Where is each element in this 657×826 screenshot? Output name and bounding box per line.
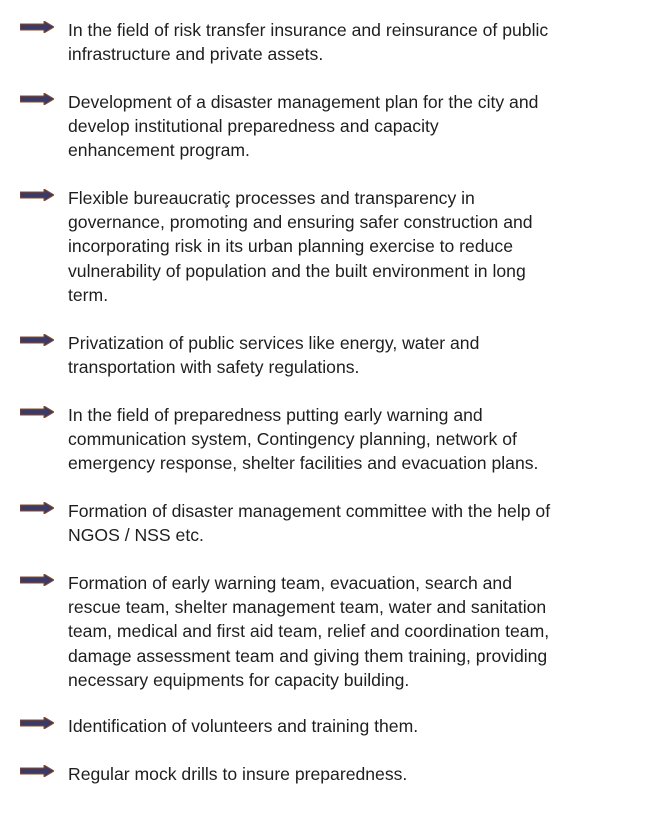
text-line: Formation of early warning team, evacuation, search and xyxy=(68,573,512,593)
text-line: damage assessment team and giving them training, providing xyxy=(68,645,548,666)
right-arrow-icon xyxy=(20,574,54,586)
text-line: team, medical and first aid team, relief and coordination team, xyxy=(68,621,550,642)
text-line: necessary equipments for capacity building. xyxy=(68,669,410,690)
text-line: In the field of risk transfer insurance and reinsurance of public xyxy=(68,20,549,40)
text-line: transportation with safety regulations. xyxy=(68,357,360,378)
right-arrow-icon xyxy=(20,406,54,418)
text-line: Identification of volunteers and training them. xyxy=(68,716,419,736)
text-line: rescue team, shelter management team, water and sanitation xyxy=(68,597,547,618)
right-arrow-icon xyxy=(20,21,54,33)
bullet-text xyxy=(68,714,643,738)
text-line: enhancement program. xyxy=(68,140,250,161)
right-arrow-icon xyxy=(20,502,54,514)
text-line: develop institutional preparedness and capacity xyxy=(68,116,439,137)
text-line: vulnerability of population and the built environment in long xyxy=(68,260,526,281)
bullet-text xyxy=(68,331,643,379)
right-arrow-icon xyxy=(20,189,54,201)
right-arrow-icon xyxy=(20,717,54,729)
text-line: Formation of disaster management committee with the help of xyxy=(68,501,551,521)
bullet-text xyxy=(68,499,643,547)
text-line: Privatization of public services like energy, water and xyxy=(68,333,480,353)
text-line: infrastructure and private assets. xyxy=(68,44,324,65)
right-arrow-icon xyxy=(20,334,54,346)
text-line: NGOS / NSS etc. xyxy=(68,525,204,546)
right-arrow-icon xyxy=(20,765,54,777)
bullet-text xyxy=(68,762,643,786)
bullet-text xyxy=(68,90,643,163)
text-line: Flexible bureaucratiç processes and transparency in xyxy=(68,188,475,208)
text-line: term. xyxy=(68,284,109,305)
text-line: communication system, Contingency planning, network of xyxy=(68,429,517,450)
right-arrow-icon xyxy=(20,93,54,105)
bullet-text xyxy=(68,571,643,692)
text-line: governance, promoting and ensuring safer construction and xyxy=(68,212,533,233)
text-line: emergency response, shelter facilities and evacuation plans. xyxy=(68,453,539,474)
text-line: In the field of preparedness putting early warning and xyxy=(68,405,483,425)
bullet-text xyxy=(68,403,643,476)
text-line: Regular mock drills to insure preparedness. xyxy=(68,764,408,784)
text-line: Development of a disaster management plan for the city and xyxy=(68,92,539,112)
text-line: incorporating risk in its urban planning exercise to reduce xyxy=(68,236,513,257)
bullet-text xyxy=(68,186,643,307)
bullet-text xyxy=(68,18,643,66)
